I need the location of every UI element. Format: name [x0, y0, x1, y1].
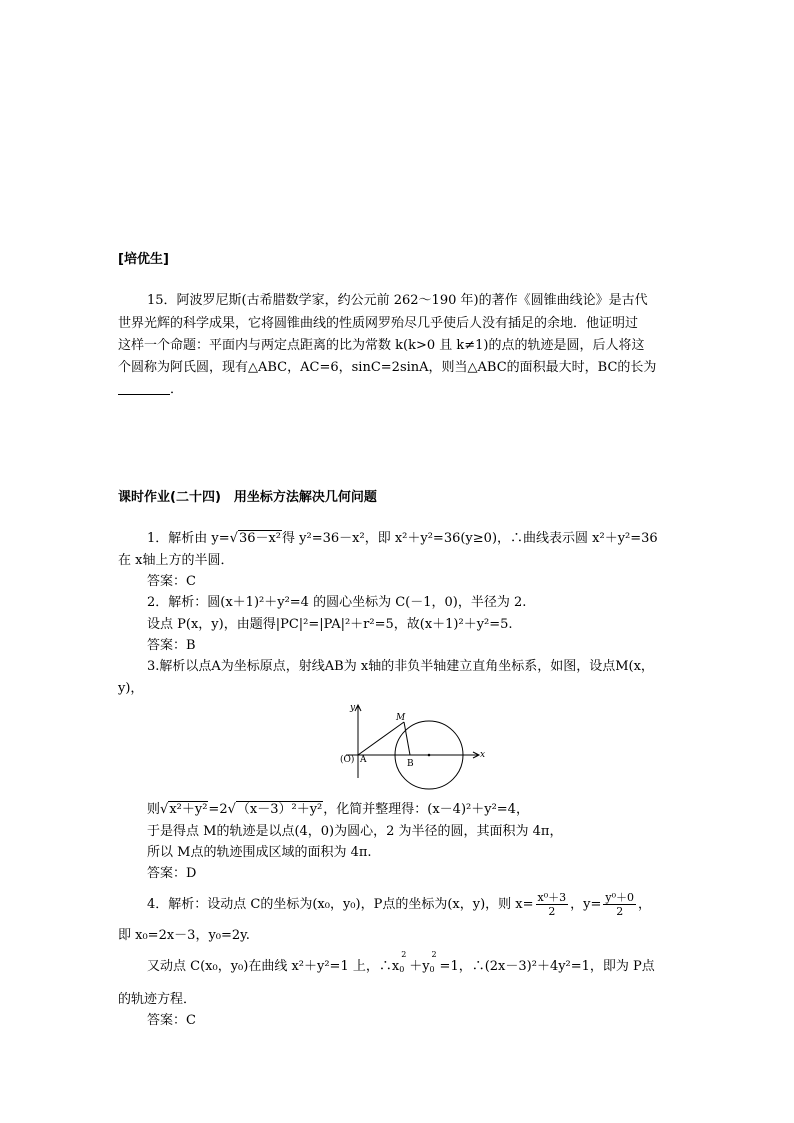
a4-line-1 [147, 890, 651, 920]
fraction-x-denominator: 2 [548, 905, 556, 918]
y0-squared: 2 $_0$ [430, 958, 440, 979]
a3-text-b: ，化简并整理得：(x－4)²＋y²=4， [323, 802, 529, 817]
a3-answer: 答案：D [147, 866, 197, 881]
answer-blank [118, 382, 170, 395]
a4-text-c: 又动点 C(x₀，y₀)在曲线 x²＋y²=1 上，∴x [147, 959, 400, 974]
label-O: (O) [340, 755, 355, 765]
a1-answer: 答案：C [147, 574, 196, 589]
a3-line-1: 3.解析以点A为坐标原点，射线AB为 x轴的非负半轴建立直角坐标系，如图，设点M(x， [147, 659, 654, 674]
q15-line-2: 世界光辉的科学成果，它将圆锥曲线的性质网罗殆尽几乎使后人没有插足的余地．他证明过 [118, 316, 639, 331]
segment-AM [358, 722, 404, 755]
label-M: M [396, 713, 406, 723]
label-B: B [407, 759, 414, 769]
label-A: A [360, 755, 367, 765]
a2-line-2: 设点 P(x，y)，由题得|PC|²=|PA|²＋r²=5，故(x＋1)²＋y²=5. [147, 617, 513, 632]
q15-period: ． [170, 382, 184, 397]
a4-text-m: ，y= [570, 897, 602, 912]
circle-center [428, 754, 431, 757]
a3-line-5: 所以 M点的轨迹围成区域的面积为 4π. [147, 845, 372, 860]
q15-line-5 [118, 381, 183, 399]
sqrt-sign: √ [229, 531, 238, 546]
a2-answer: 答案：B [147, 638, 196, 653]
a4-text-a: 4．解析：设动点 C的坐标为(x₀，y₀)，P点的坐标为(x，y)，则 x= [147, 897, 534, 912]
a1-radicand: 36－x² [238, 531, 282, 546]
q15-line-1: 15．阿波罗尼斯(古希腊数学家，约公元前 262～190 年)的著作《圆锥曲线论》是古代 [147, 293, 648, 308]
a3-line-4: 于是得点 M的轨迹是以点(4，0)为圆心，2 为半径的圆，其面积为 4π， [147, 824, 563, 839]
section-heading-peiyou: [培优生] [118, 252, 169, 267]
exp-2: 2 [431, 950, 437, 959]
a3-text-a: 则 [147, 802, 161, 817]
a4-text-e: =1，∴(2x－3)²＋4y²=1，即为 P点 [439, 959, 655, 974]
a4-line-3 [147, 950, 655, 979]
exp-1: 2 [401, 950, 407, 959]
a1-text-a: 1．解析由 y= [147, 531, 230, 546]
q15-line-4: 个圆称为阿氏圆，现有△ABC，AC=6，sinC=2sinA，则当△ABC的面积最大时，BC的长为 [118, 360, 657, 375]
label-y: y [350, 703, 356, 713]
fraction-y-denominator: 2 [616, 905, 624, 918]
a4-answer: 答案：C [147, 1013, 196, 1028]
a1-line-2: 在 x轴上方的半圆． [118, 553, 234, 568]
coordinate-figure [338, 700, 488, 790]
x0-squared: 2 $_0$ [399, 958, 409, 979]
a3-line-3 [147, 801, 529, 819]
q15-line-3: 这样一个命题：平面内与两定点距离的比为常数 k(k>0 且 k≠1)的点的轨迹是圆，后人将这 [118, 338, 645, 353]
a4-text-b: ， [638, 897, 652, 912]
fraction-x [536, 891, 569, 918]
section-title: 课时作业(二十四) 用坐标方法解决几何问题 [118, 490, 377, 505]
sqrt-sign: √ [160, 802, 169, 817]
a3-radicand-2: （x－3）²＋y² [236, 802, 323, 817]
label-x: x [480, 750, 486, 760]
a1-text-b: 得 y²=36－x²，即 x²＋y²=36(y≥0)，∴曲线表示圆 x²＋y²=36 [282, 531, 658, 546]
a1-line-1 [147, 530, 658, 548]
fraction-y [603, 891, 636, 918]
a3-line-2: y)， [118, 681, 144, 696]
a4-text-d: ＋y [409, 959, 430, 974]
a2-line-1: 2．解析：圆(x＋1)²＋y²=4 的圆心坐标为 C(－1，0)，半径为 2. [147, 595, 527, 610]
sqrt-sign: √ [227, 802, 236, 817]
fraction-x-numerator: x⁰＋3 [537, 891, 567, 904]
fraction-y-numerator: y⁰＋0 [605, 891, 635, 904]
a3-radicand-1: x²＋y² [169, 802, 208, 817]
a4-line-2: 即 x₀=2x－3，y₀=2y. [118, 928, 250, 943]
a3-text-m: =2 [208, 802, 228, 817]
a4-line-4: 的轨迹方程． [118, 992, 197, 1007]
